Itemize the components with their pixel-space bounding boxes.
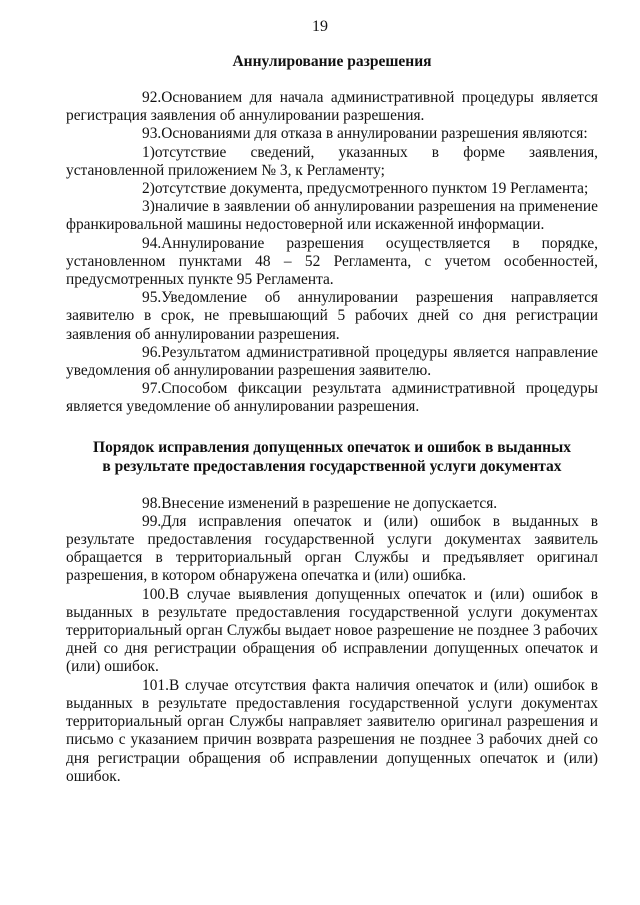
- paragraph-text: Способом фиксации результата административной процедуры является уведомление об аннулировании разрешения.: [66, 380, 598, 416]
- paragraph-text: Внесение изменений в разрешение не допускается.: [161, 494, 498, 512]
- section-title-annulment: Аннулирование разрешения: [232, 53, 432, 70]
- paragraph-number: 97.: [142, 380, 162, 398]
- paragraph-text: Для исправления опечаток и (или) ошибок в выданных в результате предоставления государственной услуги документах заявитель обращается в территориальный орган Службы и предъявляет оригинал разрешения, в котором обнаружена опечатка и (или) ошибка.: [66, 512, 598, 585]
- list-item-text: отсутствие документа, предусмотренного пунктом 19 Регламента;: [154, 180, 589, 198]
- paragraph-number: 95.: [142, 289, 162, 307]
- page-content: [66, 50, 598, 786]
- paragraph-text: Основанием для начала административной процедуры является регистрация заявления об аннулировании разрешения.: [66, 89, 598, 125]
- paragraph-number: 92.: [142, 89, 162, 106]
- list-item-number: 2): [142, 180, 155, 198]
- list-item-3: [66, 198, 598, 234]
- paragraph-number: 93.: [142, 125, 162, 143]
- list-item-number: 3): [142, 198, 155, 216]
- paragraph-number: 99.: [142, 512, 162, 530]
- paragraph-text: В случае отсутствия факта наличия опечаток и (или) ошибок в выданных в результате предоставления государственной услуги документах территориальный орган Службы направляет заявителю оригинал разрешения и письмо с указанием причин возврата разрешения не позднее 3 рабочих дней со дня регистрации обращения об исправлении допущенных опечаток и (или) ошибок.: [66, 676, 598, 785]
- paragraph-text: В случае выявления допущенных опечаток и (или) ошибок в выданных в результате предоставления государственной услуги документах территориальный орган Службы выдает новое разрешение не позднее 3 рабочих дней со дня регистрации обращения об исправлении допущенных опечаток и (или) ошибок.: [66, 585, 598, 676]
- list-item-2: [66, 180, 598, 198]
- paragraph-number: 94.: [142, 234, 162, 252]
- list-item-text: отсутствие сведений, указанных в форме заявления, установленной приложением № 3, к Регламенту;: [66, 143, 598, 179]
- paragraph-96: [66, 344, 598, 380]
- paragraph-text: Основаниями для отказа в аннулировании разрешения являются:: [161, 125, 588, 143]
- paragraph-number: 100.: [142, 585, 169, 603]
- paragraph-99: [66, 513, 598, 586]
- paragraph-text: Результатом административной процедуры является направление уведомления об аннулировании разрешения заявителю.: [66, 343, 598, 380]
- section-title-line-2: в результате предоставления государственной услуги документах: [102, 457, 562, 475]
- paragraph-number: 98.: [142, 494, 162, 512]
- paragraph-94: [66, 235, 598, 290]
- paragraph-95: [66, 289, 598, 344]
- paragraph-101: [66, 677, 598, 786]
- paragraph-number: 96.: [142, 343, 162, 361]
- list-item-text: наличие в заявлении об аннулировании разрешения на применение франкировальной машины недостоверной или искаженной информации.: [66, 198, 598, 234]
- paragraph-93: [66, 125, 598, 143]
- paragraph-text: Уведомление об аннулировании разрешения направляется заявителю в срок, не превышающий 5 рабочих дней со дня регистрации заявления об аннулировании разрешения.: [66, 289, 598, 343]
- list-item-1: [66, 144, 598, 180]
- section-title-corrections: [66, 438, 598, 476]
- paragraph-100: [66, 586, 598, 677]
- list-item-number: 1): [142, 143, 155, 161]
- page-number: 19: [312, 18, 328, 35]
- paragraph-97: [66, 380, 598, 416]
- section-title-line-1: Порядок исправления допущенных опечаток и ошибок в выданных: [93, 438, 571, 456]
- paragraph-number: 101.: [142, 676, 169, 694]
- paragraph-text: Аннулирование разрешения осуществляется в порядке, установленном пунктами 48 – 52 Регламента, с учетом особенностей, предусмотренных пункте 95 Регламента.: [66, 234, 598, 289]
- paragraph-92: [66, 89, 598, 125]
- paragraph-98: [66, 495, 598, 513]
